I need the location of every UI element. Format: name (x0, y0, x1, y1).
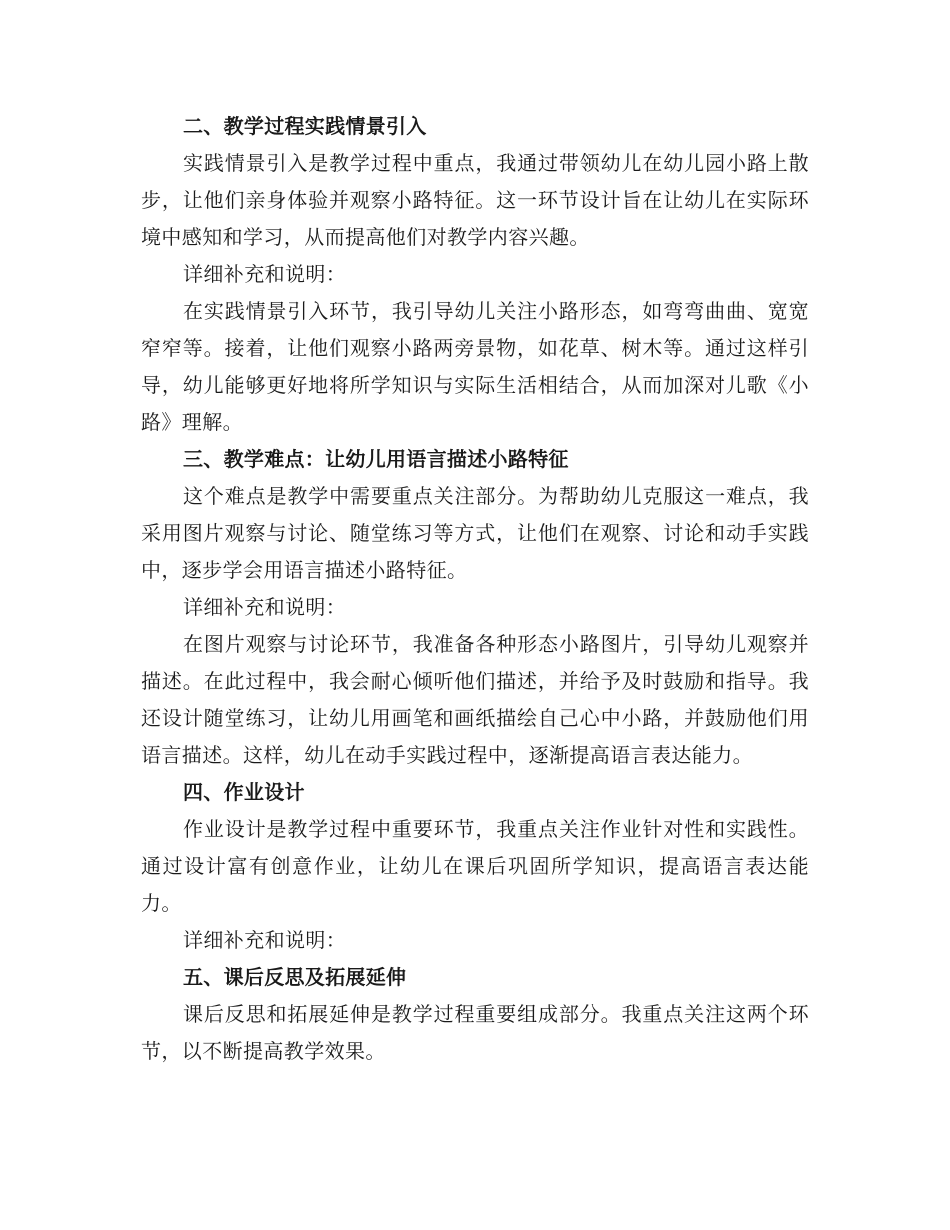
section-paragraph-4: 作业设计是教学过程中重要环节，我重点关注作业针对性和实践性。通过设计富有创意作业，让幼儿在课后巩固所学知识，提高语言表达能力。 (141, 817, 809, 915)
section-detail-2: 在实践情景引入环节，我引导幼儿关注小路形态，如弯弯曲曲、宽宽窄窄等。接着，让他们观察小路两旁景物，如花草、树木等。通过这样引导，幼儿能够更好地将所学知识与实际生活相结合，从而加深对儿歌《小路》理解。 (141, 299, 809, 434)
section-paragraph-3: 这个难点是教学中需要重点关注部分。为帮助幼儿克服这一难点，我采用图片观察与讨论、随堂练习等方式，让他们在观察、讨论和动手实践中，逐步学会用语言描述小路特征。 (141, 484, 809, 582)
section-paragraph-5: 课后反思和拓展延伸是教学过程重要组成部分。我重点关注这两个环节，以不断提高教学效果。 (141, 1002, 809, 1063)
document-page (141, 108, 809, 1070)
section-note-label-2: 详细补充和说明： (183, 262, 347, 286)
section-heading-4: 四、作业设计 (183, 780, 305, 804)
section-heading-2: 二、教学过程实践情景引入 (183, 114, 427, 138)
section-heading-5: 五、课后反思及拓展延伸 (183, 965, 407, 989)
section-note-label-4: 详细补充和说明： (183, 928, 347, 952)
section-note-label-3: 详细补充和说明： (183, 595, 347, 619)
section-detail-3: 在图片观察与讨论环节，我准备各种形态小路图片，引导幼儿观察并描述。在此过程中，我会耐心倾听他们描述，并给予及时鼓励和指导。我还设计随堂练习，让幼儿用画笔和画纸描绘自己心中小路，并鼓励他们用语言描述。这样，幼儿在动手实践过程中，逐渐提高语言表达能力。 (141, 632, 809, 767)
section-heading-3: 三、教学难点：让幼儿用语言描述小路特征 (183, 447, 569, 471)
section-paragraph-2: 实践情景引入是教学过程中重点，我通过带领幼儿在幼儿园小路上散步，让他们亲身体验并观察小路特征。这一环节设计旨在让幼儿在实际环境中感知和学习，从而提高他们对教学内容兴趣。 (141, 151, 809, 249)
